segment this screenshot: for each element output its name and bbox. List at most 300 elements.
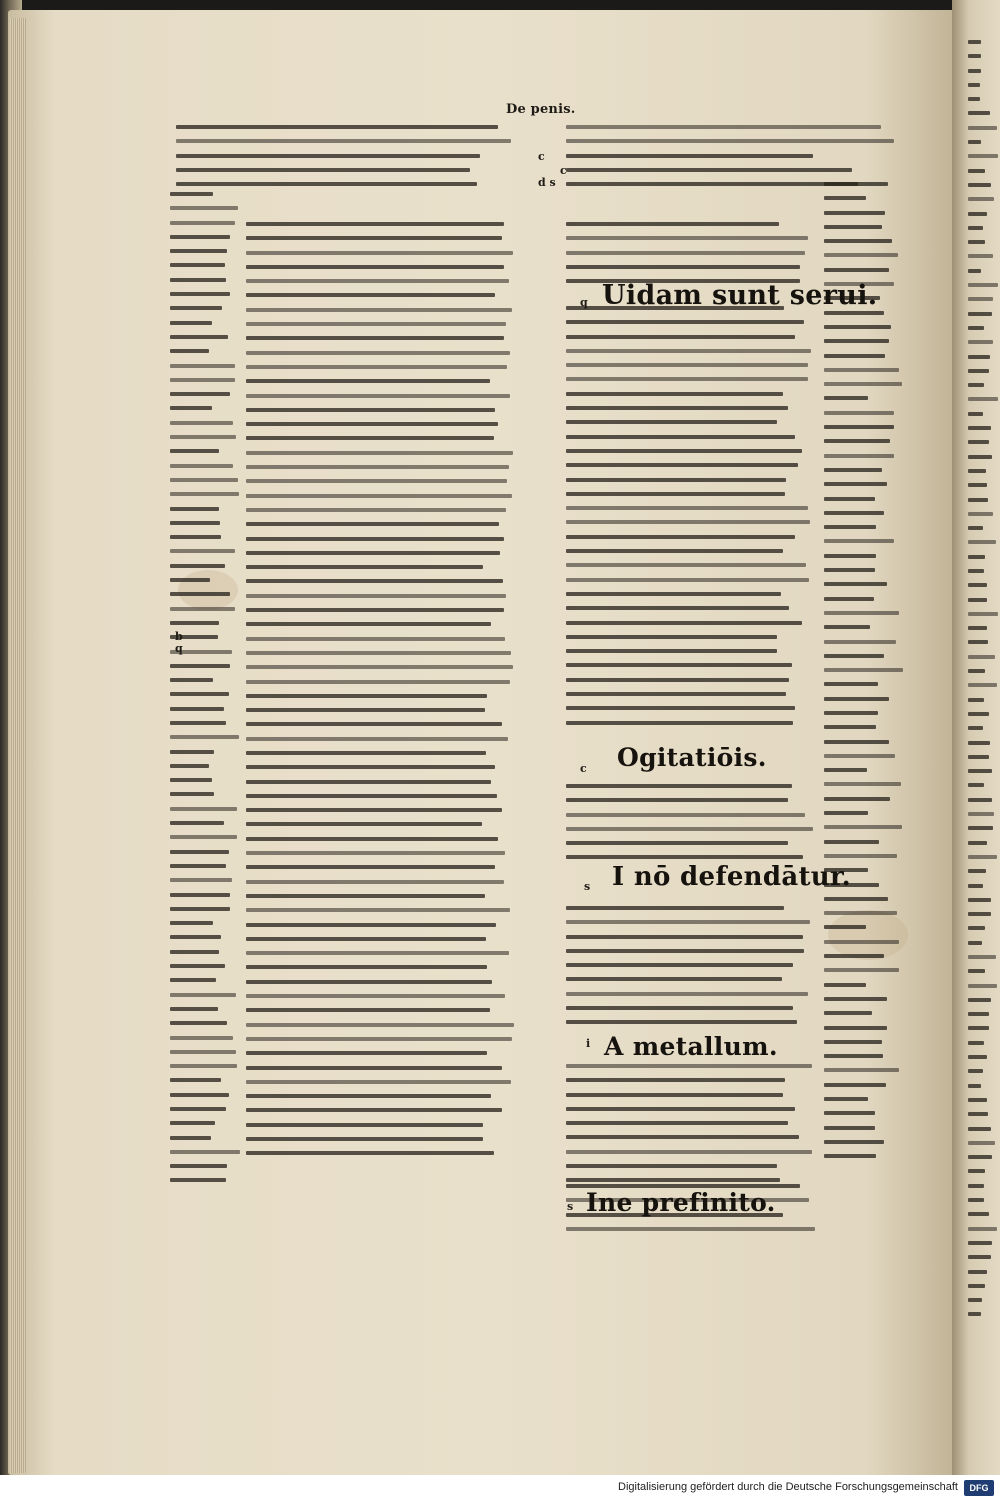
text-line (246, 837, 498, 841)
text-line (246, 908, 510, 912)
margin-marker: d s (538, 176, 556, 189)
text-line (968, 669, 985, 673)
text-line (824, 1026, 887, 1030)
text-line (566, 420, 777, 424)
text-line (824, 640, 896, 644)
text-line (566, 621, 802, 625)
text-line (176, 182, 477, 186)
text-line (968, 741, 990, 745)
text-line (968, 655, 995, 659)
text-line (170, 535, 221, 539)
text-line (968, 269, 981, 273)
text-line (968, 726, 983, 730)
text-line (170, 564, 225, 568)
text-line (170, 378, 235, 382)
text-line (968, 555, 985, 559)
text-line (968, 598, 987, 602)
dfg-logo-icon: DFG (964, 1480, 994, 1496)
text-line (170, 206, 238, 210)
text-line (566, 1093, 783, 1097)
text-line (566, 349, 811, 353)
text-line (824, 940, 899, 944)
text-line (566, 520, 810, 524)
text-line (968, 969, 985, 973)
text-line (246, 537, 504, 541)
text-line (170, 435, 236, 439)
text-line (246, 1123, 483, 1127)
text-line (170, 1150, 240, 1154)
text-line (170, 750, 214, 754)
text-line (824, 525, 876, 529)
text-line (968, 898, 991, 902)
text-line (968, 1041, 984, 1045)
text-line (170, 907, 230, 911)
text-line (968, 226, 983, 230)
text-line (566, 935, 803, 939)
text-line (968, 640, 988, 644)
heading-marker: q (580, 296, 588, 309)
text-line (824, 697, 889, 701)
text-line (170, 249, 227, 253)
text-line (170, 349, 209, 353)
text-line (246, 822, 482, 826)
text-line (968, 469, 986, 473)
text-line (566, 977, 782, 981)
text-line (824, 1083, 886, 1087)
text-line (246, 680, 510, 684)
text-line (170, 678, 213, 682)
text-line (824, 682, 878, 686)
text-line (824, 211, 885, 215)
text-line (246, 665, 513, 669)
text-line (968, 426, 991, 430)
text-line (566, 906, 784, 910)
text-line (246, 394, 510, 398)
section-heading: A metallum. (604, 1032, 778, 1061)
text-line (968, 1169, 985, 1173)
text-line (824, 825, 902, 829)
text-line (824, 840, 879, 844)
text-line (824, 1040, 882, 1044)
text-line (170, 721, 226, 725)
running-head: De penis. (506, 102, 576, 117)
text-paragraph (566, 906, 816, 1035)
text-line (968, 1098, 987, 1102)
text-line (246, 1008, 490, 1012)
text-line (246, 1137, 483, 1141)
text-line (566, 335, 795, 339)
text-line (968, 612, 998, 616)
text-line (246, 379, 490, 383)
text-line (566, 592, 781, 596)
text-line (246, 622, 491, 626)
text-line (170, 507, 219, 511)
text-line (968, 1055, 987, 1059)
text-line (246, 365, 507, 369)
text-line (824, 983, 866, 987)
text-line (824, 1126, 875, 1130)
text-line (566, 265, 800, 269)
text-block-col1-gloss (170, 192, 240, 1193)
text-line (968, 712, 989, 716)
text-line (968, 111, 990, 115)
text-line (170, 235, 230, 239)
text-line (170, 778, 212, 782)
text-line (968, 440, 989, 444)
text-line (824, 754, 895, 758)
text-line (246, 494, 512, 498)
text-line (246, 765, 495, 769)
text-line (824, 497, 875, 501)
text-line (246, 522, 499, 526)
text-line (566, 635, 777, 639)
text-line (824, 740, 889, 744)
text-line (824, 425, 894, 429)
heading-marker: s (567, 1200, 574, 1213)
text-line (246, 794, 497, 798)
text-line (824, 725, 876, 729)
text-line (566, 841, 788, 845)
text-line (170, 278, 226, 282)
text-line (968, 1198, 984, 1202)
text-line (170, 993, 236, 997)
text-line (566, 463, 798, 467)
margin-marker: b (175, 630, 183, 643)
text-line (246, 236, 502, 240)
text-line (566, 182, 858, 186)
text-line (968, 140, 981, 144)
text-line (170, 764, 209, 768)
text-paragraph (566, 1064, 816, 1193)
margin-marker: q (175, 642, 183, 655)
text-line (968, 154, 998, 158)
text-line (170, 707, 224, 711)
text-line (968, 955, 996, 959)
text-line (968, 1084, 981, 1088)
text-line (824, 925, 866, 929)
text-line (566, 827, 813, 831)
section-heading: Uidam sunt serui. (602, 280, 878, 311)
text-line (566, 1020, 797, 1024)
text-line (246, 780, 491, 784)
text-line (824, 182, 888, 186)
text-line (968, 798, 992, 802)
text-line (246, 265, 504, 269)
text-line (246, 737, 508, 741)
text-line (246, 1080, 511, 1084)
text-line (968, 526, 983, 530)
text-line (566, 1121, 788, 1125)
text-line (566, 578, 809, 582)
text-line (170, 1164, 227, 1168)
text-line (968, 984, 997, 988)
text-line (566, 392, 783, 396)
text-line (170, 1121, 215, 1125)
text-line (824, 1140, 884, 1144)
section-heading: Ine prefinito. (586, 1188, 776, 1217)
text-line (566, 1135, 799, 1139)
text-line (170, 364, 235, 368)
text-line (824, 568, 875, 572)
text-line (968, 683, 997, 687)
text-line (246, 637, 505, 641)
text-line (566, 406, 788, 410)
text-line (246, 1051, 487, 1055)
text-line (246, 308, 512, 312)
text-line (170, 864, 226, 868)
text-line (824, 768, 867, 772)
text-paragraph (566, 784, 816, 870)
text-line (968, 283, 998, 287)
text-line (170, 1136, 211, 1140)
text-line (246, 965, 487, 969)
text-line (566, 1178, 780, 1182)
text-line (968, 941, 982, 945)
text-line (170, 835, 237, 839)
text-line (968, 183, 991, 187)
text-line (566, 154, 813, 158)
text-line (170, 521, 220, 525)
text-line (170, 735, 239, 739)
text-line (170, 1093, 229, 1097)
text-line (824, 396, 868, 400)
text-line (246, 551, 500, 555)
text-line (246, 1023, 514, 1027)
text-line (566, 251, 805, 255)
text-line (968, 1012, 989, 1016)
text-line (170, 192, 213, 196)
text-line (566, 949, 804, 953)
text-line (824, 711, 878, 715)
text-line (170, 607, 235, 611)
footer-bar (0, 1475, 1000, 1503)
text-line (968, 769, 992, 773)
text-line (824, 225, 882, 229)
text-line (968, 869, 986, 873)
text-line (968, 755, 989, 759)
text-line (824, 997, 887, 1001)
text-line (566, 549, 783, 553)
text-line (566, 1006, 793, 1010)
text-line (968, 1241, 992, 1245)
text-line (170, 306, 222, 310)
text-line (968, 855, 997, 859)
text-line (170, 1178, 226, 1182)
text-line (170, 549, 235, 553)
text-line (566, 535, 795, 539)
text-line (968, 69, 981, 73)
text-line (824, 253, 898, 257)
text-line (968, 54, 981, 58)
text-line (170, 492, 239, 496)
text-line (246, 865, 495, 869)
text-line (824, 782, 901, 786)
text-line (824, 911, 897, 915)
text-line (246, 1094, 491, 1098)
text-line (968, 1255, 991, 1259)
text-line (968, 383, 984, 387)
margin-marker: c (538, 150, 545, 163)
text-line (170, 406, 212, 410)
text-line (176, 154, 480, 158)
text-line (246, 451, 513, 455)
text-line (968, 83, 980, 87)
text-line (246, 1151, 494, 1155)
text-line (170, 1050, 236, 1054)
facing-page-text (968, 40, 998, 1360)
text-line (566, 1078, 785, 1082)
text-line (824, 439, 890, 443)
text-line (246, 594, 506, 598)
text-line (566, 663, 792, 667)
text-line (170, 292, 230, 296)
text-line (246, 851, 505, 855)
text-line (968, 1184, 984, 1188)
text-line (246, 880, 504, 884)
text-line (170, 578, 210, 582)
text-line (246, 937, 486, 941)
text-line (968, 1212, 989, 1216)
text-line (170, 321, 212, 325)
text-line (968, 340, 993, 344)
text-line (824, 239, 892, 243)
text-line (566, 478, 786, 482)
text-line (968, 1270, 987, 1274)
text-line (170, 1107, 226, 1111)
text-line (824, 954, 884, 958)
text-line (968, 169, 985, 173)
text-line (566, 606, 789, 610)
text-line (246, 408, 495, 412)
text-line (824, 511, 884, 515)
text-line (246, 980, 492, 984)
text-line (246, 808, 502, 812)
text-line (246, 1108, 502, 1112)
text-line (824, 1054, 883, 1058)
text-line (246, 1037, 512, 1041)
text-line (246, 436, 494, 440)
text-line (246, 994, 505, 998)
text-line (968, 926, 985, 930)
text-line (246, 722, 502, 726)
footer-credit: Digitalisierung gefördert durch die Deutsche Forschungsgemeinschaft (618, 1481, 958, 1493)
text-line (824, 354, 885, 358)
text-line (246, 651, 511, 655)
text-line (824, 268, 889, 272)
text-line (170, 592, 230, 596)
text-line (824, 468, 882, 472)
text-block-col3-gloss (824, 182, 906, 1168)
text-line (246, 951, 509, 955)
text-line (968, 698, 984, 702)
text-line (968, 569, 984, 573)
text-line (824, 539, 894, 543)
text-line (968, 254, 993, 258)
text-line (566, 1150, 812, 1154)
text-line (170, 664, 230, 668)
text-line (170, 964, 225, 968)
text-line (824, 411, 894, 415)
text-line (170, 921, 213, 925)
text-line (170, 335, 228, 339)
text-line (968, 297, 993, 301)
text-line (566, 813, 805, 817)
text-line (170, 464, 233, 468)
text-line (246, 751, 486, 755)
text-line (968, 1141, 995, 1145)
text-line (968, 1227, 997, 1231)
text-line (170, 392, 230, 396)
text-line (170, 792, 214, 796)
text-line (566, 692, 786, 696)
text-line (246, 422, 498, 426)
text-line (566, 236, 808, 240)
text-line (824, 1111, 875, 1115)
text-line (968, 912, 991, 916)
text-line (824, 897, 888, 901)
text-line (246, 351, 510, 355)
text-line (170, 1036, 233, 1040)
text-line (824, 968, 899, 972)
text-line (824, 368, 899, 372)
text-line (170, 478, 238, 482)
text-line (566, 678, 789, 682)
text-line (566, 1107, 795, 1111)
text-line (566, 139, 894, 143)
text-line (170, 1007, 218, 1011)
text-line (170, 850, 229, 854)
text-line (968, 197, 994, 201)
text-line (246, 222, 504, 226)
text-line (246, 465, 509, 469)
text-line (968, 355, 990, 359)
text-line (170, 878, 232, 882)
text-line (824, 854, 897, 858)
page-edges (10, 18, 26, 1473)
text-line (824, 654, 884, 658)
text-line (170, 692, 229, 696)
text-line (170, 263, 225, 267)
text-line (824, 482, 887, 486)
text-line (968, 212, 987, 216)
text-line (968, 512, 993, 516)
text-line (824, 311, 884, 315)
text-line (968, 884, 983, 888)
text-line (968, 455, 992, 459)
text-line (170, 1078, 221, 1082)
text-line (824, 196, 866, 200)
text-line (824, 597, 874, 601)
text-line (176, 139, 511, 143)
text-line (246, 608, 504, 612)
text-line (566, 1064, 812, 1068)
heading-marker: i (586, 1037, 591, 1050)
text-line (968, 583, 987, 587)
text-line (968, 126, 997, 130)
text-line (968, 498, 988, 502)
text-line (170, 449, 219, 453)
text-line (968, 312, 992, 316)
text-line (246, 565, 483, 569)
text-line (968, 783, 984, 787)
text-line (824, 625, 870, 629)
text-line (246, 251, 513, 255)
section-heading: I nō defendātur. (612, 862, 851, 892)
text-line (566, 449, 802, 453)
text-block-col1-main (246, 222, 514, 1166)
text-line (566, 1164, 777, 1168)
text-line (968, 841, 987, 845)
